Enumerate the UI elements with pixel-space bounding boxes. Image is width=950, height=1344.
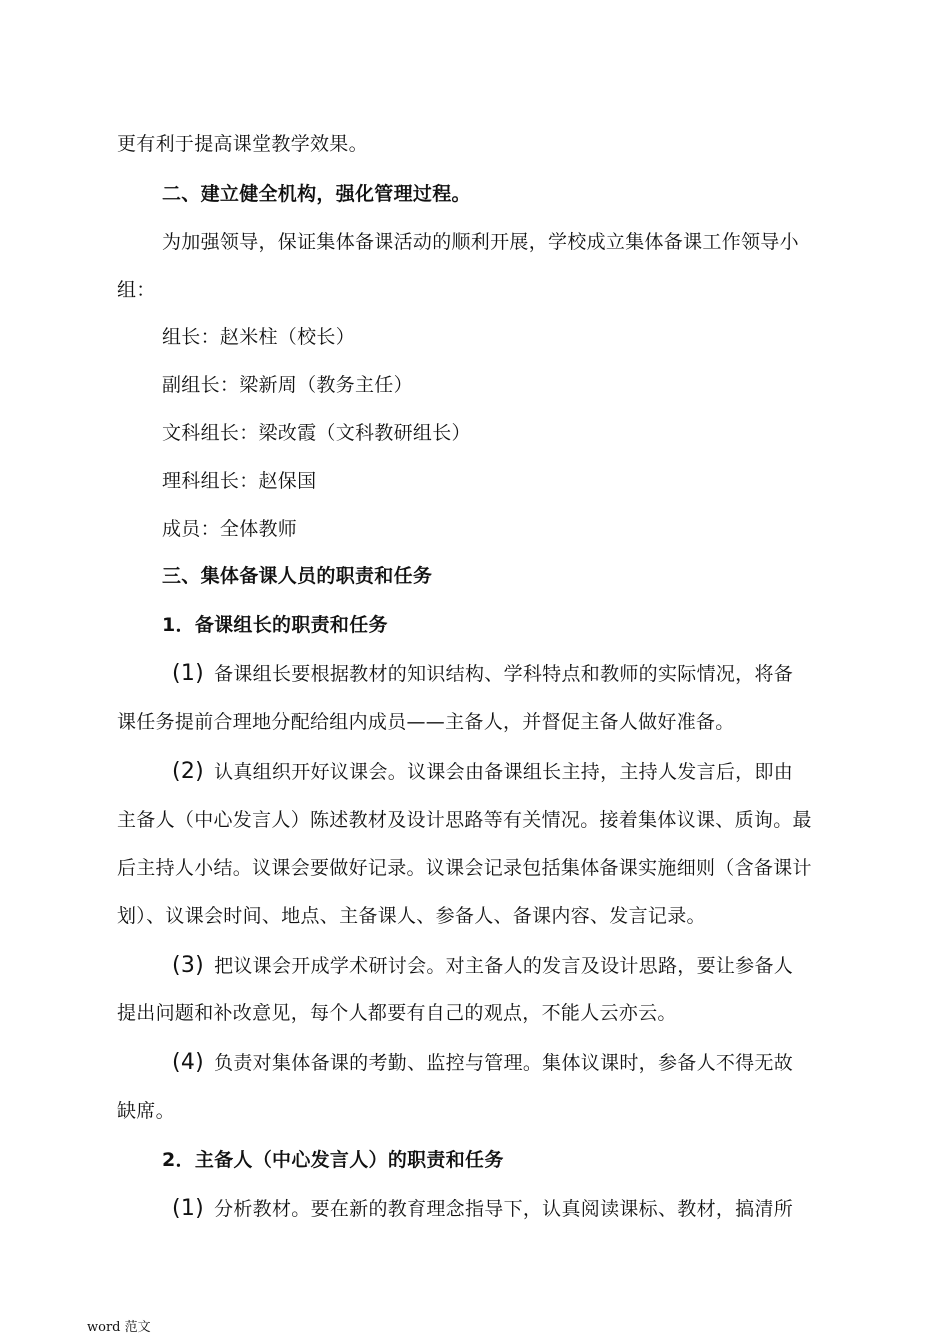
subsection-heading: 2．主备人（中心发言人）的职责和任务: [162, 1149, 504, 1171]
subsection-heading: 1．备课组长的职责和任务: [162, 614, 388, 636]
paragraph-line: 缺席。: [117, 1100, 175, 1122]
member-line: 文科组长：梁改霞（文科教研组长）: [162, 422, 471, 444]
numbered-item: (1) 分析教材。要在新的教育理念指导下，认真阅读课标、教材，搞清所: [172, 1196, 794, 1221]
paragraph-line: 课任务提前合理地分配给组内成员——主备人，并督促主备人做好准备。: [117, 711, 735, 733]
member-line: 理科组长：赵保国: [162, 470, 317, 492]
numbered-item: (2) 认真组织开好议课会。议课会由备课组长主持，主持人发言后，即由: [172, 759, 794, 784]
paragraph-line: 主备人（中心发言人）陈述教材及设计思路等有关情况。接着集体议课、质询。最: [117, 809, 812, 831]
paragraph-line: 划）、议课会时间、地点、主备课人、参备人、备课内容、发言记录。: [117, 905, 706, 927]
page-footer: word 范文: [87, 1320, 151, 1335]
item-number: (1): [172, 1196, 205, 1221]
paragraph-line: 提出问题和补改意见，每个人都要有自己的观点，不能人云亦云。: [117, 1002, 677, 1024]
paragraph-line: 后主持人小结。议课会要做好记录。议课会记录包括集体备课实施细则（含备课计: [117, 857, 812, 879]
member-line: 副组长：梁新周（教务主任）: [162, 374, 413, 396]
paragraph-line: 更有利于提高课堂教学效果。: [117, 133, 368, 155]
numbered-item: (1) 备课组长要根据教材的知识结构、学科特点和教师的实际情况，将备: [172, 661, 794, 686]
section-heading: 三、集体备课人员的职责和任务: [162, 565, 433, 587]
item-number: (2): [172, 759, 205, 784]
item-number: (4): [172, 1050, 205, 1075]
paragraph-line: 为加强领导，保证集体备课活动的顺利开展，学校成立集体备课工作领导小: [162, 231, 799, 253]
item-number: (1): [172, 661, 205, 686]
paragraph-line: 组：: [117, 279, 156, 301]
member-line: 组长：赵米柱（校长）: [162, 326, 356, 348]
numbered-item: (4) 负责对集体备课的考勤、监控与管理。集体议课时，参备人不得无故: [172, 1050, 794, 1075]
item-number: (3): [172, 953, 205, 978]
member-line: 成员：全体教师: [162, 518, 298, 540]
section-heading: 二、建立健全机构，强化管理过程。: [162, 183, 471, 205]
numbered-item: (3) 把议课会开成学术研讨会。对主备人的发言及设计思路，要让参备人: [172, 953, 794, 978]
